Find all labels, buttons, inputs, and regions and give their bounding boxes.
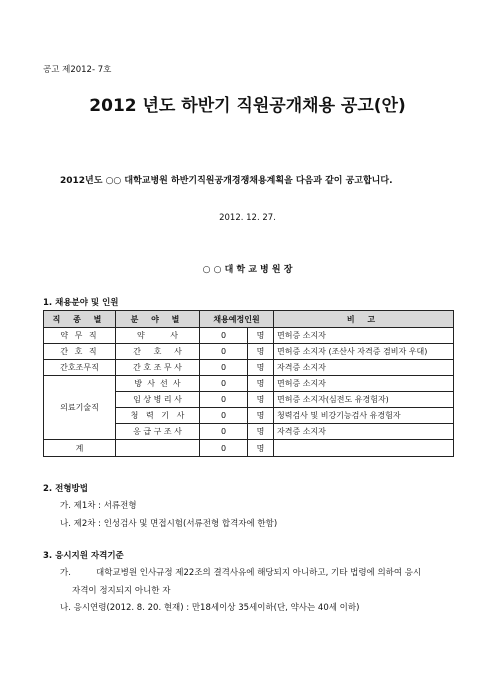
section-3-heading: 3. 응시지원 자격기준 [43,551,124,561]
cell-field: 간 호 조 무 사 [116,360,200,376]
total-count: 0 [200,440,248,457]
cell-count: 0 [200,408,248,424]
cell-unit: 명 [248,344,274,360]
cell-field: 약 사 [116,328,200,344]
cell-field: 청 력 기 사 [116,408,200,424]
section-2-heading: 2. 전형방법 [43,484,88,494]
cell-unit: 명 [248,328,274,344]
total-empty-cell [116,440,200,457]
table-row [44,360,454,376]
qualification-a-line1: 대학교병원 인사규정 제22조의 결격사유에 해당되지 아니하고, 기타 법령에 의하여 응시 [96,568,422,578]
cell-note: 면허증 소지자 [274,376,454,392]
cell-note: 면허증 소지자 [274,328,454,344]
table-row [44,376,454,392]
cell-note: 자격증 소지자 [274,424,454,440]
cell-unit: 명 [248,424,274,440]
selection-step-1: 가. 제1차 : 서류전형 [60,501,137,511]
qualification-b: 나. 응시연령(2012. 8. 20. 현재) : 만18세이상 35세이하(단, 약사는 40세 이하) [60,603,360,613]
cell-note: 자격증 소지자 [274,360,454,376]
announcement-date: 2012. 12. 27. [219,213,276,223]
cell-job-type: 약 무 직 [44,328,116,344]
col-header-job-type: 직 종 별 [44,311,116,328]
cell-unit: 명 [248,360,274,376]
cell-job-type: 간 호 직 [44,344,116,360]
cell-unit: 명 [248,392,274,408]
cell-field: 응 급 구 조 사 [116,424,200,440]
cell-job-type: 간호조무직 [44,360,116,376]
qualification-a-line2: 자격이 정지되지 아니한 자 [72,586,171,596]
cell-field: 임 상 병 리 사 [116,392,200,408]
col-header-planned-count: 채용예정인원 [200,311,274,328]
cell-unit: 명 [248,408,274,424]
cell-count: 0 [200,344,248,360]
cell-job-type-medical-tech: 의료기술직 [44,376,116,440]
selection-step-2: 나. 제2차 : 인성검사 및 면접시험(서류전형 합격자에 한함) [60,519,278,529]
table-row [44,328,454,344]
col-header-field: 분 야 별 [116,311,200,328]
document-title: 2012 년도 하반기 직원공개채용 공고(안) [89,96,406,116]
total-note-cell [274,440,454,457]
total-unit: 명 [248,440,274,457]
cell-count: 0 [200,392,248,408]
recruitment-table [43,310,454,457]
cell-note: 청력검사 및 비강기능검사 유경험자 [274,408,454,424]
cell-count: 0 [200,328,248,344]
intro-sentence: 2012년도 ○○ 대학교병원 하반기직원공개경쟁채용계획을 다음과 같이 공고합니다. [60,176,393,186]
cell-field: 방 사 선 사 [116,376,200,392]
cell-field: 간 호 사 [116,344,200,360]
cell-note: 면허증 소지자 (조산사 자격증 겸비자 우대) [274,344,454,360]
qualification-a-prefix: 가. [60,568,71,578]
total-label: 계 [44,440,116,457]
table-total-row [44,440,454,457]
cell-count: 0 [200,376,248,392]
col-header-remarks: 비 고 [274,311,454,328]
notice-number: 공고 제2012- 7호 [43,65,112,75]
issuer-signature-line: ○ ○ 대 학 교 병 원 장 [202,265,293,275]
table-row [44,344,454,360]
cell-count: 0 [200,424,248,440]
cell-count: 0 [200,360,248,376]
cell-note: 면허증 소지자(심전도 유경험자) [274,392,454,408]
section-1-heading: 1. 채용분야 및 인원 [43,298,119,308]
table-header-row [44,311,454,328]
cell-unit: 명 [248,376,274,392]
